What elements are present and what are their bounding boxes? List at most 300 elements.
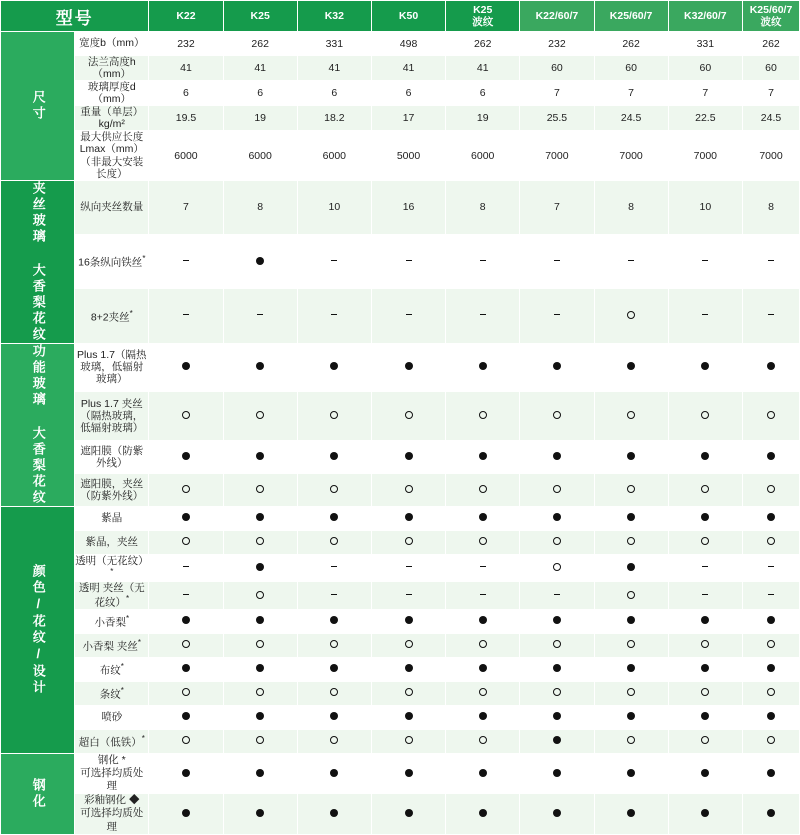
filled-circle-icon xyxy=(405,362,413,370)
cell-value xyxy=(743,392,800,441)
row-label: 遮阳膜（防紫外线） xyxy=(75,440,149,473)
cell-value: 7 xyxy=(149,180,223,234)
dash-icon xyxy=(330,311,338,319)
open-circle-icon xyxy=(553,688,561,696)
cell-value xyxy=(297,343,371,392)
cell-value xyxy=(297,530,371,554)
open-circle-icon xyxy=(553,411,561,419)
table-row xyxy=(1,289,800,343)
cell-value xyxy=(594,582,668,610)
cell-value xyxy=(223,554,297,582)
cell-value xyxy=(149,657,223,681)
filled-circle-icon xyxy=(256,452,264,460)
header-col-label: K25 xyxy=(250,9,270,22)
cell-value xyxy=(297,753,371,793)
filled-circle-icon xyxy=(767,362,775,370)
filled-circle-icon xyxy=(627,616,635,624)
open-circle-icon xyxy=(701,411,709,419)
dash-icon xyxy=(767,563,775,571)
cell-value: 6 xyxy=(371,81,445,106)
dash-icon xyxy=(182,563,190,571)
cell-value xyxy=(446,582,520,610)
category-label-2: 功能玻璃 大香梨花纹 xyxy=(1,343,75,506)
row-label: 16条纵向铁丝* xyxy=(75,234,149,288)
cell-value: 6000 xyxy=(223,131,297,180)
cell-value: 5000 xyxy=(371,131,445,180)
filled-circle-icon xyxy=(330,362,338,370)
row-label: 透明（无花纹）* xyxy=(75,554,149,582)
header-col-sublabel: 波纹 xyxy=(472,16,494,28)
dash-icon xyxy=(182,257,190,265)
cell-value xyxy=(223,609,297,633)
filled-circle-icon xyxy=(405,452,413,460)
header-col-K22-60-7 xyxy=(520,1,594,32)
row-label: 玻璃厚度d（mm） xyxy=(75,81,149,106)
cell-value xyxy=(594,506,668,530)
open-circle-icon xyxy=(256,537,264,545)
filled-circle-icon xyxy=(701,362,709,370)
cell-value xyxy=(594,289,668,343)
filled-circle-icon xyxy=(479,809,487,817)
table-row xyxy=(1,473,800,506)
row-label: 超白（低铁）* xyxy=(75,729,149,753)
cell-value xyxy=(743,473,800,506)
cell-value xyxy=(446,554,520,582)
category-label-3: 颜色/花纹/设计 xyxy=(1,506,75,753)
cell-value xyxy=(446,681,520,705)
open-circle-icon xyxy=(479,640,487,648)
cell-value xyxy=(371,554,445,582)
filled-circle-icon xyxy=(256,362,264,370)
cell-value xyxy=(297,554,371,582)
row-label: 宽度b（mm） xyxy=(75,32,149,56)
filled-circle-icon xyxy=(479,513,487,521)
cell-value xyxy=(446,234,520,288)
cell-value xyxy=(371,582,445,610)
cell-value xyxy=(297,633,371,657)
table-row xyxy=(1,729,800,753)
row-label: Plus 1.7（隔热玻璃，低辐射玻璃） xyxy=(75,343,149,392)
cell-value xyxy=(149,392,223,441)
cell-value xyxy=(149,289,223,343)
dash-icon xyxy=(479,591,487,599)
filled-circle-icon xyxy=(553,809,561,817)
open-circle-icon xyxy=(182,411,190,419)
cell-value xyxy=(668,234,742,288)
filled-circle-icon xyxy=(182,452,190,460)
cell-value xyxy=(520,530,594,554)
cell-value xyxy=(743,681,800,705)
header-col-K32 xyxy=(297,1,371,32)
row-label: 重量（单层）kg/m² xyxy=(75,106,149,131)
cell-value xyxy=(297,609,371,633)
cell-value xyxy=(223,473,297,506)
cell-value xyxy=(446,473,520,506)
cell-value xyxy=(743,530,800,554)
cell-value xyxy=(520,392,594,441)
filled-circle-icon xyxy=(256,257,264,265)
row-label: 纵向夹丝数量 xyxy=(75,180,149,234)
cell-value: 10 xyxy=(297,180,371,234)
cell-value xyxy=(371,392,445,441)
cell-value xyxy=(223,729,297,753)
cell-value xyxy=(594,554,668,582)
cell-value xyxy=(149,506,223,530)
filled-circle-icon xyxy=(767,712,775,720)
cell-value: 7 xyxy=(520,180,594,234)
open-circle-icon xyxy=(627,411,635,419)
cell-value xyxy=(223,582,297,610)
header-col-label: K25/60/7 xyxy=(609,9,653,22)
cell-value xyxy=(520,582,594,610)
category-label-0: 尺寸 xyxy=(1,32,75,181)
cell-value xyxy=(149,530,223,554)
cell-value: 24.5 xyxy=(594,106,668,131)
filled-circle-icon xyxy=(182,712,190,720)
cell-value: 7000 xyxy=(668,131,742,180)
filled-circle-icon xyxy=(256,513,264,521)
filled-circle-icon xyxy=(701,809,709,817)
open-circle-icon xyxy=(627,736,635,744)
filled-circle-icon xyxy=(553,664,561,672)
filled-circle-icon xyxy=(553,513,561,521)
dash-icon xyxy=(553,591,561,599)
cell-value: 41 xyxy=(297,56,371,81)
header-col-label: K32/60/7 xyxy=(684,9,727,22)
dash-icon xyxy=(627,257,635,265)
filled-circle-icon xyxy=(182,362,190,370)
cell-value xyxy=(668,343,742,392)
header-col-sublabel: 波纹 xyxy=(760,16,782,28)
table-row xyxy=(1,131,800,180)
cell-value: 19 xyxy=(223,106,297,131)
filled-circle-icon xyxy=(330,664,338,672)
cell-value xyxy=(743,506,800,530)
cell-value xyxy=(520,506,594,530)
header-col-K22 xyxy=(149,1,223,32)
open-circle-icon xyxy=(553,563,561,571)
cell-value xyxy=(297,657,371,681)
footnote-marker: * xyxy=(110,566,114,576)
open-circle-icon xyxy=(330,537,338,545)
filled-circle-icon xyxy=(767,513,775,521)
row-label: Plus 1.7 夹丝（隔热玻璃，低辐射玻璃） xyxy=(75,392,149,441)
filled-circle-icon xyxy=(553,616,561,624)
cell-value: 6000 xyxy=(297,131,371,180)
filled-circle-icon xyxy=(330,769,338,777)
table-header-row xyxy=(1,1,800,32)
row-label: 透明 夹丝（无花纹）* xyxy=(75,582,149,610)
cell-value: 19 xyxy=(446,106,520,131)
cell-value xyxy=(446,794,520,834)
cell-value xyxy=(594,657,668,681)
table-row xyxy=(1,657,800,681)
cell-value xyxy=(297,440,371,473)
filled-circle-icon xyxy=(405,664,413,672)
open-circle-icon xyxy=(553,640,561,648)
cell-value: 262 xyxy=(743,32,800,56)
cell-value xyxy=(371,343,445,392)
cell-value xyxy=(297,392,371,441)
cell-value: 7000 xyxy=(594,131,668,180)
footnote-marker: * xyxy=(125,594,130,604)
cell-value xyxy=(446,506,520,530)
cell-value xyxy=(371,234,445,288)
table-body xyxy=(1,1,800,835)
cell-value: 41 xyxy=(446,56,520,81)
cell-value: 262 xyxy=(446,32,520,56)
cell-value xyxy=(371,753,445,793)
footnote-marker: * xyxy=(129,308,133,318)
cell-value: 16 xyxy=(371,180,445,234)
header-col-K32-60-7 xyxy=(668,1,742,32)
cell-value: 8 xyxy=(446,180,520,234)
cell-value xyxy=(594,392,668,441)
dash-icon xyxy=(701,257,709,265)
dash-icon xyxy=(553,257,561,265)
cell-value xyxy=(223,530,297,554)
cell-value xyxy=(297,681,371,705)
cell-value xyxy=(668,473,742,506)
cell-value: 232 xyxy=(149,32,223,56)
cell-value: 331 xyxy=(297,32,371,56)
row-label xyxy=(75,753,149,793)
cell-value: 10 xyxy=(668,180,742,234)
cell-value xyxy=(743,729,800,753)
filled-circle-icon xyxy=(479,616,487,624)
row-label: 紫晶，夹丝 xyxy=(75,530,149,554)
open-circle-icon xyxy=(405,411,413,419)
cell-value: 6000 xyxy=(446,131,520,180)
open-circle-icon xyxy=(627,688,635,696)
cell-value xyxy=(223,234,297,288)
filled-circle-icon xyxy=(330,452,338,460)
header-col-K25-60-7 xyxy=(743,1,800,32)
dash-icon xyxy=(330,257,338,265)
cell-value: 498 xyxy=(371,32,445,56)
cell-value xyxy=(594,794,668,834)
cell-value: 8 xyxy=(223,180,297,234)
cell-value xyxy=(371,530,445,554)
dash-icon xyxy=(701,563,709,571)
cell-value: 8 xyxy=(743,180,800,234)
cell-value: 331 xyxy=(668,32,742,56)
dash-icon xyxy=(701,591,709,599)
cell-value xyxy=(668,681,742,705)
cell-value xyxy=(743,582,800,610)
row-label: 紫晶 xyxy=(75,506,149,530)
cell-value: 8 xyxy=(594,180,668,234)
dash-icon xyxy=(405,591,413,599)
header-col-K25-60-7 xyxy=(594,1,668,32)
table-row xyxy=(1,705,800,729)
cell-value xyxy=(668,530,742,554)
cell-value: 262 xyxy=(223,32,297,56)
cell-value xyxy=(297,234,371,288)
category-label-4: 钢化 xyxy=(1,753,75,834)
filled-circle-icon xyxy=(627,563,635,571)
cell-value xyxy=(520,554,594,582)
table-row xyxy=(1,681,800,705)
open-circle-icon xyxy=(701,688,709,696)
cell-value xyxy=(223,633,297,657)
filled-circle-icon xyxy=(405,712,413,720)
cell-value xyxy=(149,681,223,705)
cell-value xyxy=(668,440,742,473)
cell-value xyxy=(743,440,800,473)
footnote-marker: * xyxy=(120,686,124,696)
header-col-label: K22/60/7 xyxy=(535,9,579,22)
filled-circle-icon xyxy=(701,769,709,777)
filled-circle-icon xyxy=(256,563,264,571)
cell-value xyxy=(743,343,800,392)
open-circle-icon xyxy=(256,736,264,744)
open-circle-icon xyxy=(767,688,775,696)
filled-circle-icon xyxy=(627,664,635,672)
cell-value xyxy=(743,657,800,681)
cell-value xyxy=(149,440,223,473)
cell-value xyxy=(668,554,742,582)
row-label: 布纹* xyxy=(75,657,149,681)
filled-circle-icon xyxy=(256,712,264,720)
filled-circle-icon xyxy=(405,513,413,521)
row-label: 小香梨 夹丝* xyxy=(75,633,149,657)
dash-icon xyxy=(256,311,264,319)
cell-value xyxy=(594,530,668,554)
filled-circle-icon xyxy=(553,736,561,744)
cell-value xyxy=(668,633,742,657)
filled-circle-icon xyxy=(553,712,561,720)
row-label-line: 可选择均质处理 xyxy=(80,767,144,793)
dash-icon xyxy=(479,257,487,265)
dash-icon xyxy=(553,311,561,319)
cell-value xyxy=(668,729,742,753)
cell-value xyxy=(223,343,297,392)
cell-value: 18.2 xyxy=(297,106,371,131)
table-row xyxy=(1,530,800,554)
cell-value xyxy=(594,234,668,288)
filled-circle-icon xyxy=(330,809,338,817)
filled-circle-icon xyxy=(405,616,413,624)
cell-value xyxy=(520,234,594,288)
cell-value xyxy=(371,705,445,729)
filled-circle-icon xyxy=(627,712,635,720)
cell-value xyxy=(446,753,520,793)
row-label-line: 可选择均质处理 xyxy=(80,807,144,833)
cell-value: 60 xyxy=(743,56,800,81)
footnote-marker: * xyxy=(142,254,146,264)
cell-value xyxy=(297,582,371,610)
row-label: 最大供应长度Lmax（mm）（非最大安装长度） xyxy=(75,131,149,180)
table-row xyxy=(1,234,800,288)
filled-circle-icon xyxy=(767,769,775,777)
header-col-K25 xyxy=(446,1,520,32)
dash-icon xyxy=(182,591,190,599)
cell-value xyxy=(594,753,668,793)
header-col-label: K22 xyxy=(176,9,196,22)
cell-value: 7000 xyxy=(520,131,594,180)
cell-value xyxy=(149,473,223,506)
cell-value: 6 xyxy=(223,81,297,106)
dash-icon xyxy=(330,591,338,599)
cell-value xyxy=(149,633,223,657)
row-label: 条纹* xyxy=(75,681,149,705)
cell-value xyxy=(297,473,371,506)
open-circle-icon xyxy=(182,736,190,744)
cell-value xyxy=(446,609,520,633)
filled-circle-icon xyxy=(627,452,635,460)
cell-value xyxy=(668,609,742,633)
table-row xyxy=(1,554,800,582)
header-col-label: K25/60/7 xyxy=(749,3,793,16)
cell-value xyxy=(149,794,223,834)
cell-value xyxy=(297,794,371,834)
open-circle-icon xyxy=(256,485,264,493)
cell-value: 41 xyxy=(223,56,297,81)
cell-value xyxy=(520,609,594,633)
open-circle-icon xyxy=(627,537,635,545)
footnote-marker: * xyxy=(141,734,145,744)
cell-value xyxy=(594,609,668,633)
cell-value: 6000 xyxy=(149,131,223,180)
cell-value xyxy=(743,705,800,729)
filled-circle-icon xyxy=(553,769,561,777)
open-circle-icon xyxy=(330,411,338,419)
open-circle-icon xyxy=(479,485,487,493)
open-circle-icon xyxy=(701,485,709,493)
open-circle-icon xyxy=(330,640,338,648)
filled-circle-icon xyxy=(627,362,635,370)
cell-value xyxy=(371,729,445,753)
cell-value xyxy=(743,234,800,288)
open-circle-icon xyxy=(767,485,775,493)
cell-value xyxy=(223,657,297,681)
cell-value xyxy=(520,440,594,473)
cell-value: 7 xyxy=(743,81,800,106)
dash-icon xyxy=(767,591,775,599)
cell-value xyxy=(668,753,742,793)
open-circle-icon xyxy=(405,736,413,744)
category-label-1: 夹丝玻璃 大香梨花纹 xyxy=(1,180,75,343)
cell-value xyxy=(446,633,520,657)
cell-value: 19.5 xyxy=(149,106,223,131)
cell-value xyxy=(371,473,445,506)
cell-value xyxy=(520,794,594,834)
cell-value xyxy=(446,530,520,554)
open-circle-icon xyxy=(256,640,264,648)
open-circle-icon xyxy=(701,537,709,545)
row-label xyxy=(75,794,149,834)
cell-value: 60 xyxy=(520,56,594,81)
cell-value: 60 xyxy=(594,56,668,81)
open-circle-icon xyxy=(330,688,338,696)
cell-value xyxy=(594,440,668,473)
filled-circle-icon xyxy=(479,712,487,720)
cell-value xyxy=(371,657,445,681)
footnote-marker: * xyxy=(125,614,130,624)
cell-value xyxy=(223,705,297,729)
filled-circle-icon xyxy=(627,809,635,817)
table-row xyxy=(1,106,800,131)
open-circle-icon xyxy=(627,591,635,599)
cell-value xyxy=(223,794,297,834)
dash-icon xyxy=(767,311,775,319)
filled-circle-icon xyxy=(479,452,487,460)
cell-value xyxy=(446,289,520,343)
filled-circle-icon xyxy=(553,362,561,370)
row-label: 小香梨* xyxy=(75,609,149,633)
cell-value xyxy=(371,633,445,657)
